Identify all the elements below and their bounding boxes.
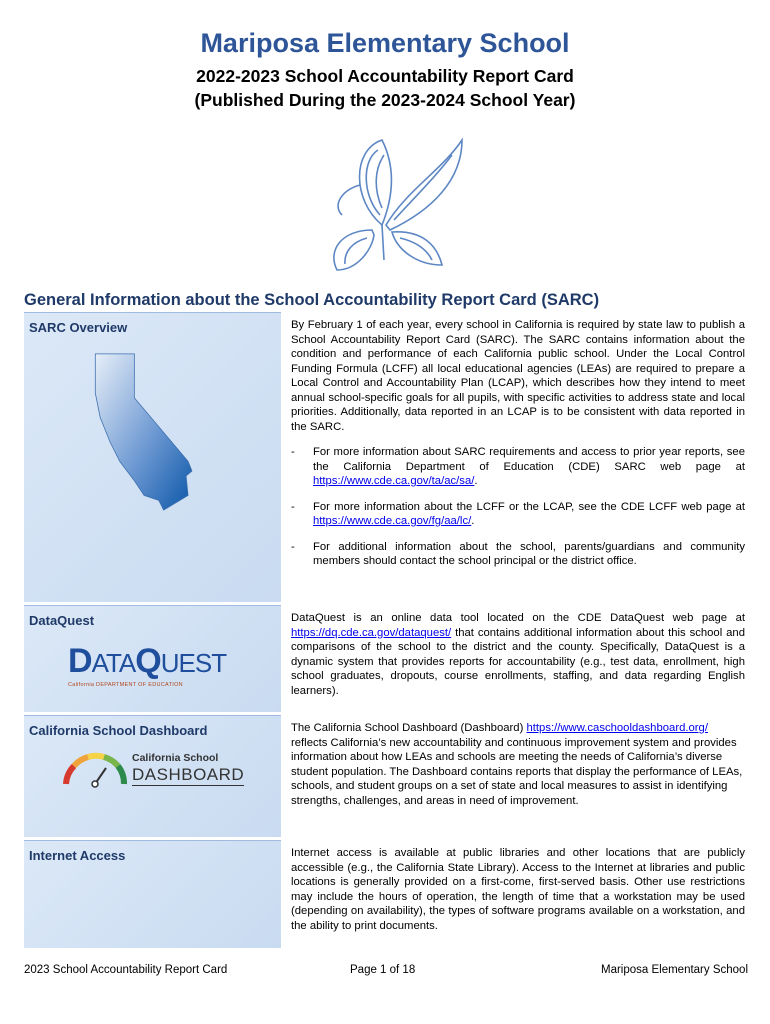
internet-access-text: Internet access is available at public libraries and other locations that are publicly accessible (e.g., the California State Library). Access to the Internet at libraries and public locations is generally provided on a first-come, first-served basis. Other use restrictions may include the hours of operation, the length of time that a workstation may be used (depending on availability), the types of software programs available on a workstation, and the ability to print documents. xyxy=(291,847,745,932)
logo-letter: D xyxy=(68,642,92,680)
bullet-period: . xyxy=(474,475,478,487)
bullet-text xyxy=(313,445,745,489)
internet-access-label: Internet Access xyxy=(29,848,126,863)
bullet-period: . xyxy=(471,515,475,527)
dataquest-text xyxy=(291,611,745,698)
school-name-title: Mariposa Elementary School xyxy=(200,28,570,58)
dashboard-logo-line1: California School xyxy=(132,752,219,764)
dashboard-text-before: The California School Dashboard (Dashboard) xyxy=(291,722,527,734)
dashboard-label: California School Dashboard xyxy=(29,723,208,738)
logo-letter: Q xyxy=(135,642,161,680)
dashboard-cell xyxy=(24,715,281,837)
sarc-web-link[interactable]: https://www.cde.ca.gov/ta/ac/sa/ xyxy=(313,475,475,487)
dataquest-link[interactable]: https://dq.cde.ca.gov/dataquest/ xyxy=(291,626,452,639)
footer-report-title: 2023 School Accountability Report Card xyxy=(24,964,228,976)
logo-caption: California DEPARTMENT OF EDUCATION xyxy=(68,682,183,688)
dashboard-logo-line2: DASHBOARD xyxy=(132,765,245,784)
dataquest-logo xyxy=(68,644,238,694)
section-heading: General Information about the School Accountability Report Card (SARC) xyxy=(24,291,600,309)
internet-access-content xyxy=(285,840,750,948)
bullet-text-body: For more information about the LCFF or the LCAP, see the CDE LCFF web page at xyxy=(313,500,745,513)
list-item xyxy=(291,500,745,529)
report-title: 2022-2023 School Accountability Report Card xyxy=(196,66,574,86)
internet-access-cell xyxy=(24,840,281,948)
california-map-icon xyxy=(90,349,208,515)
gauge-icon xyxy=(60,750,130,790)
sarc-overview-label: SARC Overview xyxy=(29,320,128,335)
footer-page-number: Page 1 of 18 xyxy=(350,964,416,976)
sarc-overview-cell xyxy=(24,312,281,602)
lcff-web-link[interactable]: https://www.cde.ca.gov/fg/aa/lc/ xyxy=(313,515,472,527)
list-item xyxy=(291,445,745,489)
bullet-dash: - xyxy=(291,446,295,458)
dashboard-content xyxy=(285,715,750,837)
sarc-info-table xyxy=(24,312,750,948)
logo-letters: UEST xyxy=(160,648,227,678)
dataquest-text-after: that contains additional information about this school and comparisons of the school to the district and the county. Specifically, DataQuest is a dynamic system that provides reports for accountability (e.g., test data, enrollment, high school graduates, dropouts, course enrollments, staffing, and data regarding English learners). xyxy=(291,626,745,697)
published-note: (Published During the 2023-2024 School Year) xyxy=(194,90,576,110)
dataquest-label: DataQuest xyxy=(29,613,95,628)
dashboard-link[interactable]: https://www.caschooldashboard.org/ xyxy=(526,722,708,734)
bullet-dash: - xyxy=(291,540,295,553)
logo-letters: ATA xyxy=(91,648,136,678)
dashboard-logo xyxy=(60,750,250,800)
bullet-dash: - xyxy=(291,500,295,513)
dataquest-text-before: DataQuest is an online data tool located on the CDE DataQuest web page at xyxy=(291,612,745,624)
footer-school-name: Mariposa Elementary School xyxy=(600,964,748,976)
dashboard-text-after: reflects California’s new accountability and continuous improvement system and provides information about how LEAs and schools are meeting the needs of California’s diverse student population. The Dashboard contains reports that display the performance of LEAs, schools, and student groups on a set of state and local measures to assist in identifying strengths, challenges, and areas in need of improvement. xyxy=(291,736,743,807)
sarc-intro-text: By February 1 of each year, every school in California is required by state law to publish a School Accountability Report Card (SARC). The SARC contains information about the condition and performance of each California public school. Under the Local Control Funding Formula (LCFF) all local educational agencies (LEAs) are required to prepare a Local Control and Accountability Plan (LCAP), which describes how they intend to meet annual school-specific goals for all pupils, with specific activities to address state and local priorities. Additionally, data reported in an LCAP is to be consistent with data reported in the SARC. xyxy=(291,319,745,433)
bullet-text xyxy=(313,500,745,529)
dataquest-cell xyxy=(24,605,281,712)
dataquest-content xyxy=(285,605,750,712)
sarc-overview-content xyxy=(285,312,750,602)
list-item xyxy=(291,540,745,569)
bullet-text-body: For more information about SARC requirements and access to prior year reports, see the California Department of Education (CDE) SARC web page at xyxy=(313,446,745,473)
bullet-text: For additional information about the school, parents/guardians and community members should contact the school principal or the district office. xyxy=(313,540,745,567)
butterfly-logo xyxy=(312,130,472,280)
dashboard-text xyxy=(291,721,745,808)
